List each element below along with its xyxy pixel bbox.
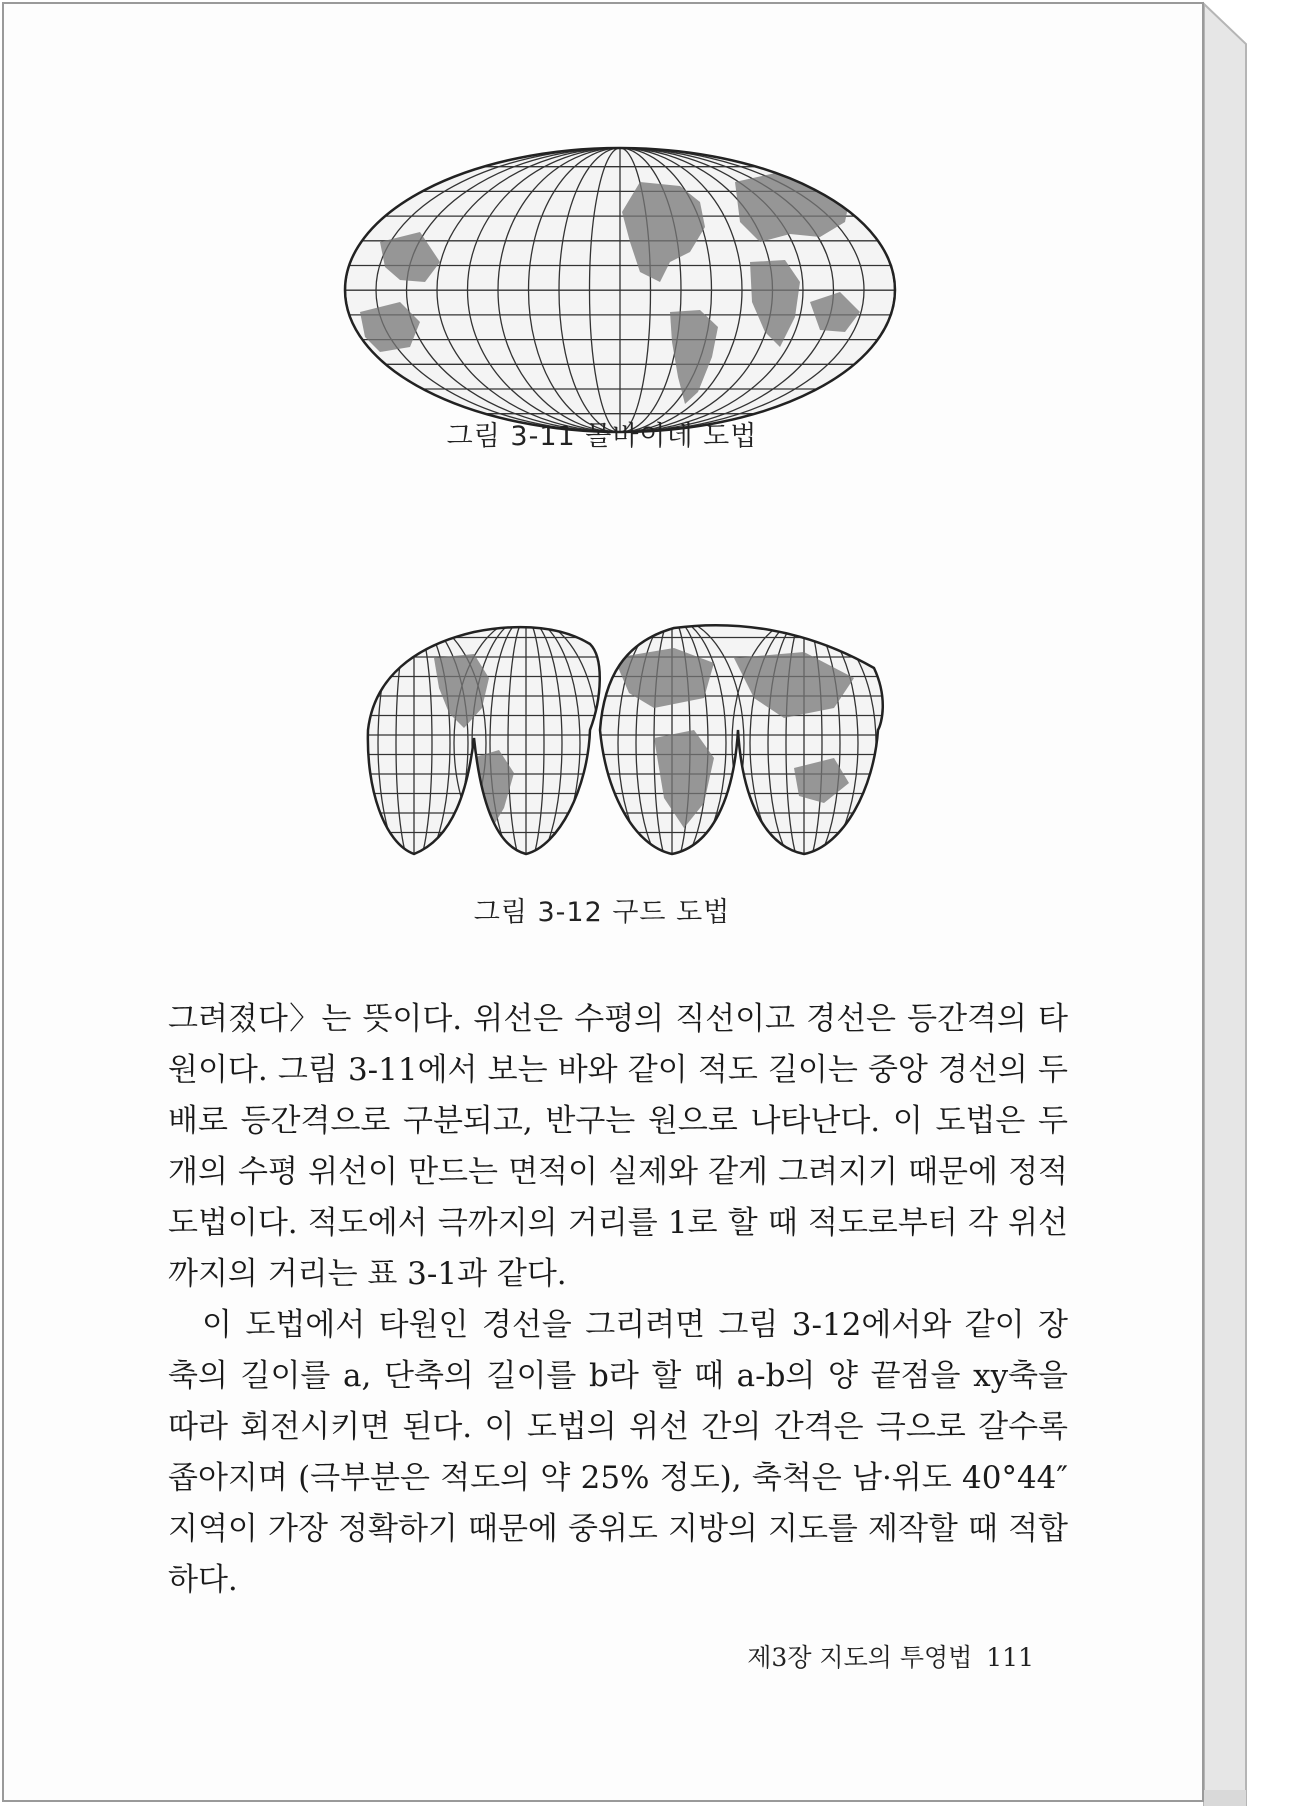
page-footer (0, 1638, 1034, 1674)
paragraph-2: 이 도법에서 타원인 경선을 그리려면 그림 3-12에서와 같이 장축의 길이를 a, 단축의 길이를 b라 할 때 a-b의 양 끝점을 xy축을 따라 회전시키면 된다. 이 도법의 위선 간의 간격은 극으로 갈수록 좁아지며 (극부분은 적도의 약 25% 정도), 축척은 남·위도 40°44″지역이 가장 정확하기 때문에 중위도 지방의 지도를 제작할 때 적합하다. (168, 1307, 1068, 1598)
goode-interrupted-world-map-icon (354, 618, 894, 860)
figure-3-11-caption: 그림 3-11 몰바이데 도법 (446, 421, 758, 452)
page-number: 111 (986, 1643, 1034, 1672)
paragraph-1: 그려졌다〉는 뜻이다. 위선은 수평의 직선이고 경선은 등간격의 타원이다. 그림 3-11에서 보는 바와 같이 적도 길이는 중앙 경선의 두 배로 등간격으로 구분되고, 반구는 원으로 나타난다. 이 도법은 두 개의 수평 위선이 만드는 면적이 실제와 같게 그려지기 때문에 정적 도법이다. 적도에서 극까지의 거리를 1로 할 때 적도로부터 각 위선까지의 거리는 표 3-1과 같다. (168, 1001, 1068, 1292)
body-text (168, 994, 1068, 1606)
figure-3-12-caption: 그림 3-12 구드 도법 (473, 897, 731, 928)
chapter-title: 제3장 지도의 투영법 (747, 1643, 973, 1672)
mollweide-world-map-icon (340, 142, 900, 438)
